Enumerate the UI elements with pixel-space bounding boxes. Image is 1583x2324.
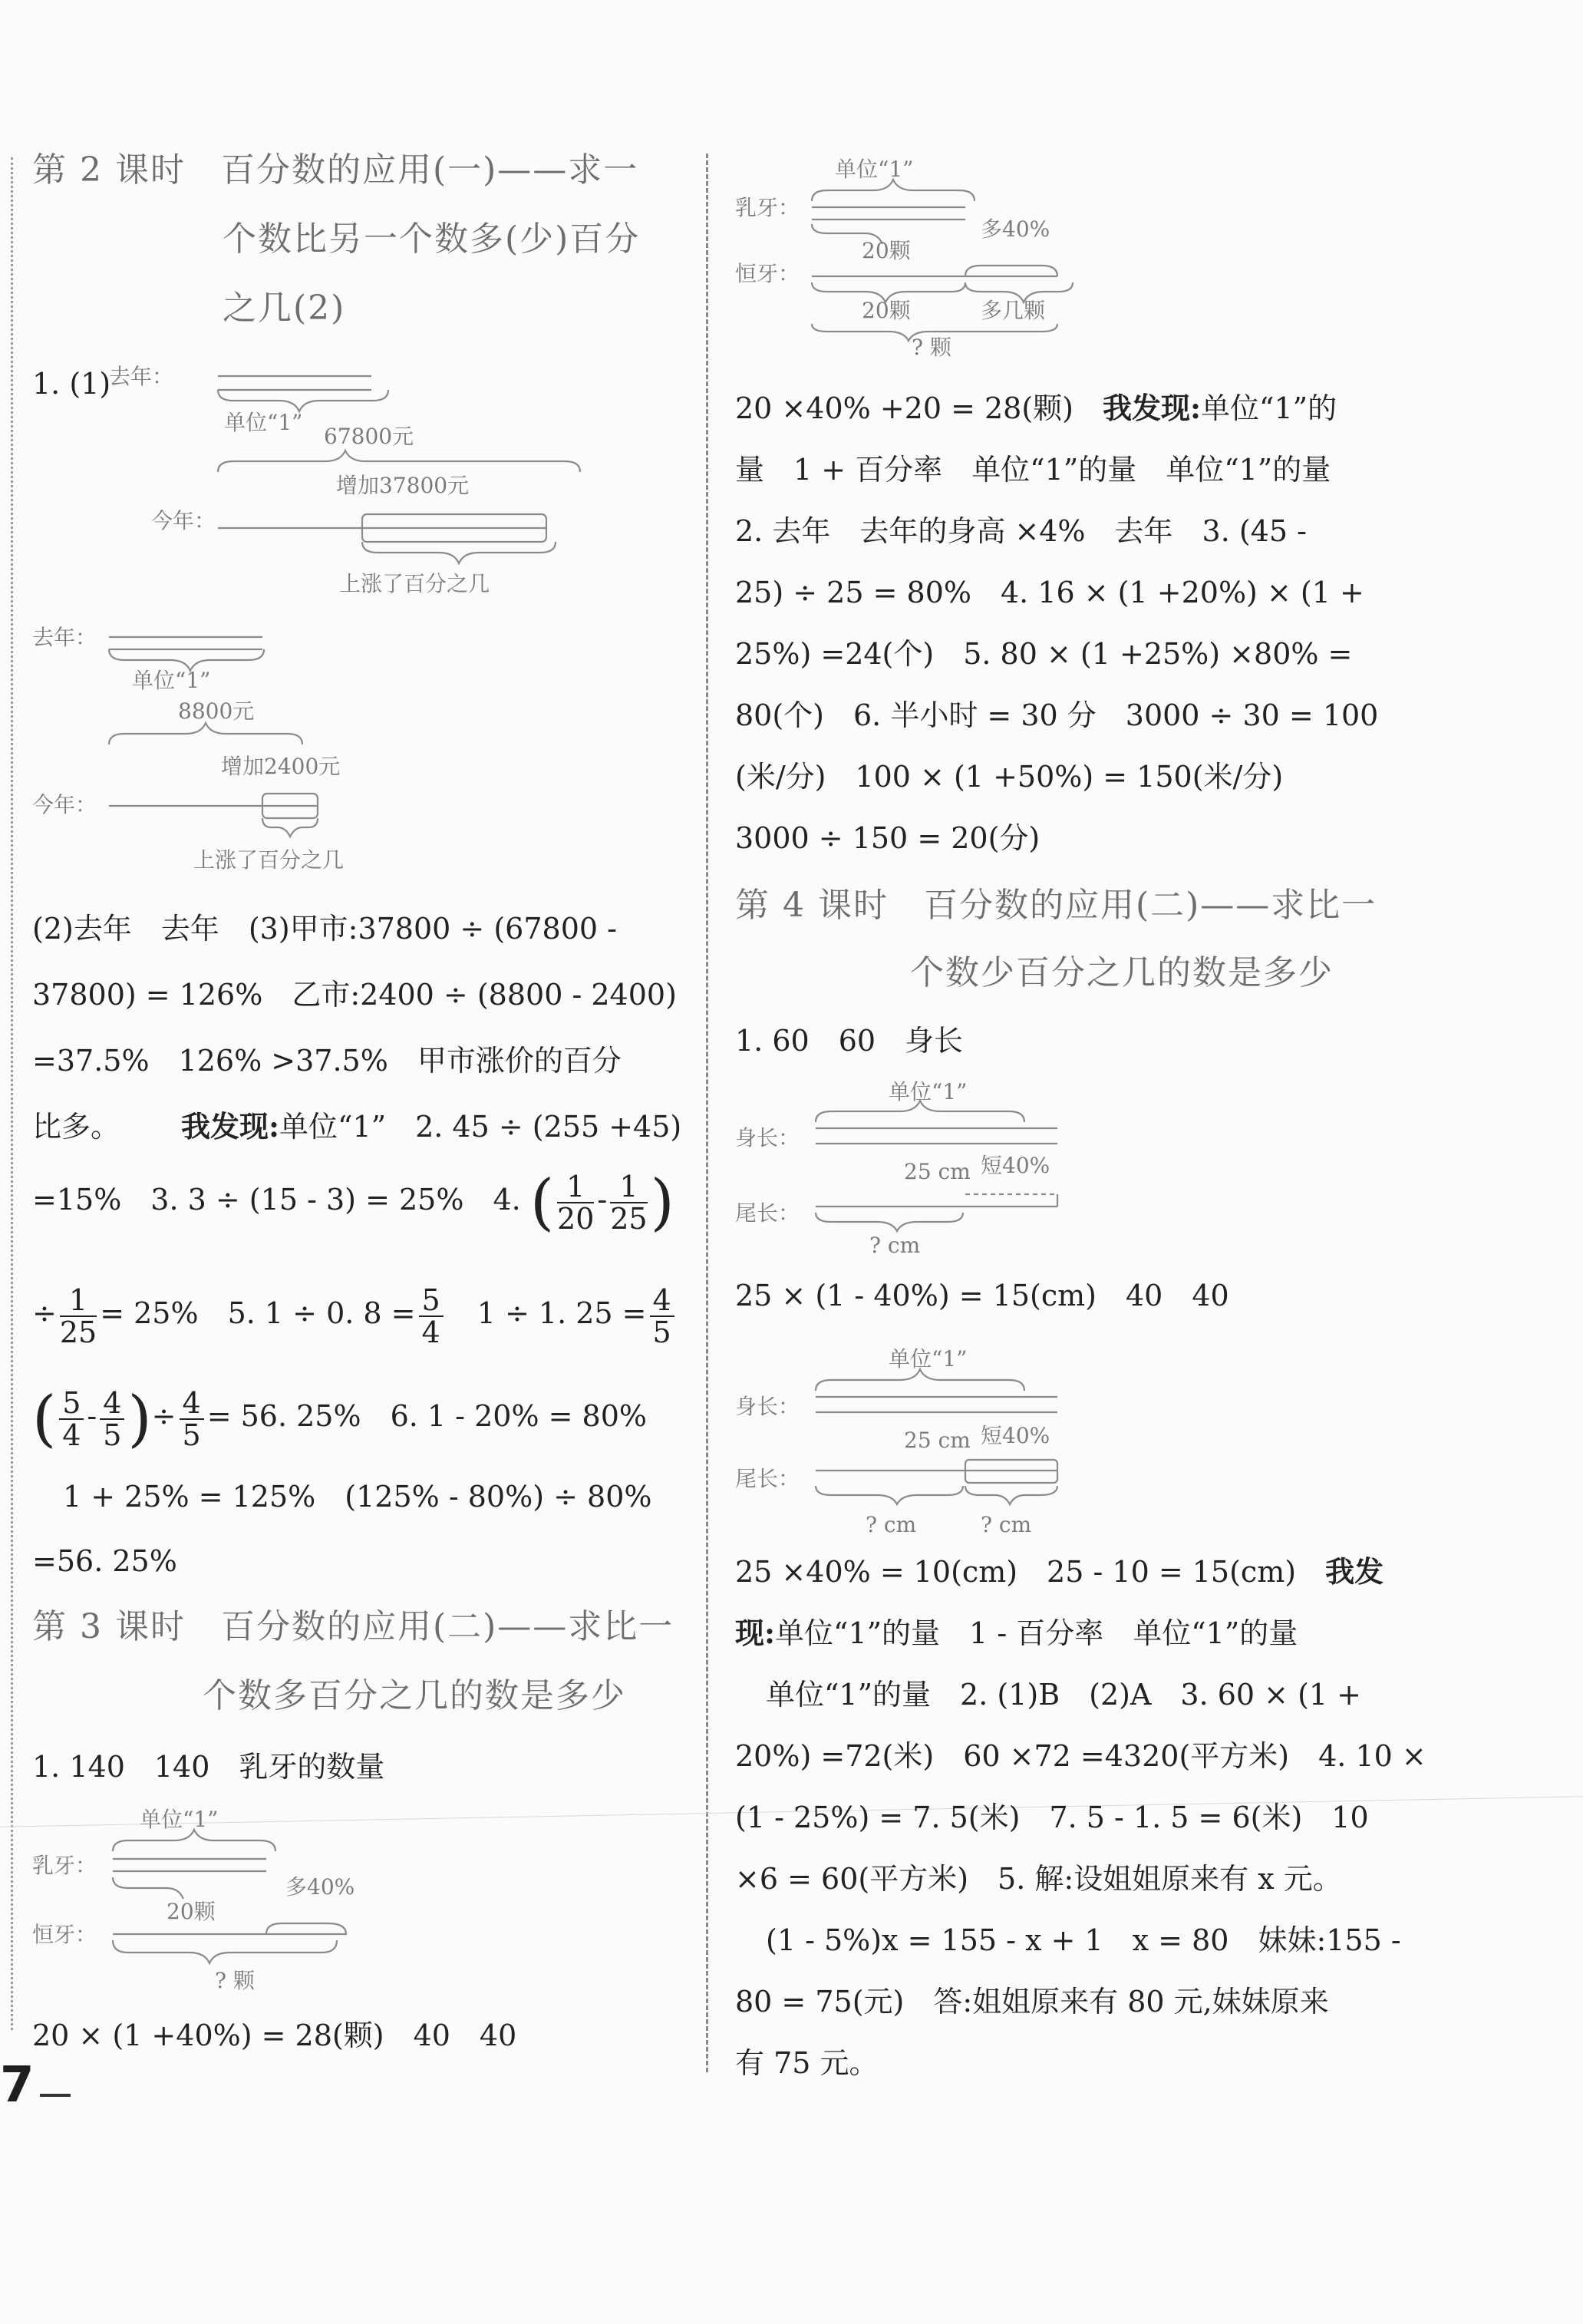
d3-row1-label: 乳牙： [32, 1853, 97, 1878]
d1-rise: 上涨了百分之几 [339, 571, 490, 596]
right-line-3: 25) ÷ 25 = 80% 4. 16 × (1 +20%) × (1 + [735, 576, 1364, 609]
d6-question-2: ? cm [981, 1512, 1032, 1537]
diagram-5 [735, 1075, 1134, 1262]
diagram-3 [32, 1804, 431, 2006]
left-line-1: (2)去年 去年 (3)甲市:37800 ÷ (67800 - [32, 912, 617, 946]
d5-row1-label: 身长： [735, 1125, 800, 1150]
lesson4-line-7: (1 - 5%)x = 155 - x + 1 x = 80 妹妹:155 - [766, 1923, 1401, 1957]
lesson2-title: 第 2 课时 百分数的应用(一)——求一 [32, 150, 639, 190]
d2-rise: 上涨了百分之几 [193, 847, 345, 873]
d1-row2-label: 今年： [151, 508, 216, 533]
lesson4-line-2: 现:单位“1”的量 1 - 百分率 单位“1”的量 [735, 1616, 1298, 1650]
diagram-4 [735, 154, 1134, 371]
d6-row1-label: 身长： [735, 1394, 800, 1419]
discovery-label: 我发现: [181, 1109, 280, 1144]
fraction-4-5c: $\frac{4}{5}$ [180, 1388, 204, 1451]
d4-count2: 20颗 [862, 298, 911, 323]
diagram-1 [109, 353, 600, 609]
d2-increase: 增加2400元 [221, 754, 341, 779]
lesson3-title: 第 3 课时 百分数的应用(二)——求比一 [32, 1607, 674, 1646]
discovery-label-3a: 我发 [1325, 1554, 1384, 1589]
lesson2-title-line2: 个数比另一个数多(少)百分 [223, 220, 641, 259]
d3-question: ? 颗 [215, 1968, 255, 1993]
d4-question: ? 颗 [912, 335, 951, 360]
fraction-4-5b: $\frac{4}{5}$ [100, 1388, 124, 1451]
lesson4-answer-1: 25 × (1 - 40%) = 15(cm) 40 40 [735, 1279, 1229, 1312]
left-line-7: ( $\frac{5}{4}$ - $\frac{4}{5}$ )÷ $\frac{4}{5}$ = 56. 25% 6. 1 - 20% = 80% [32, 1382, 648, 1454]
right-line-5: 80(个) 6. 半小时 = 30 分 3000 ÷ 30 = 100 [735, 698, 1379, 732]
left-margin-line [11, 157, 13, 2030]
lesson4-line-6: ×6 = 60(平方米) 5. 解:设姐姐原来有 x 元。 [735, 1862, 1342, 1896]
lesson4-line-4: 20%) =72(米) 60 ×72 =4320(平方米) 4. 10 × [735, 1739, 1426, 1773]
d6-length: 25 cm [904, 1428, 971, 1453]
d1-row1-label: 去年： [109, 364, 174, 389]
d6-question-1: ? cm [866, 1512, 917, 1537]
left-line-4-a: 比多。 [32, 1110, 120, 1144]
question1-label: 1. (1) [32, 367, 111, 401]
lesson4-q1: 1. 60 60 身长 [735, 1024, 964, 1058]
discovery-label-3b: 现: [735, 1616, 776, 1650]
d5-length: 25 cm [904, 1159, 971, 1184]
page-number-rule [40, 2094, 71, 2097]
lesson4-line-1: 25 ×40% = 10(cm) 25 - 10 = 15(cm) 我发 [735, 1554, 1384, 1589]
diagram-2 [32, 614, 462, 909]
right-line-6: (米/分) 100 × (1 +50%) = 150(米/分) [735, 760, 1284, 794]
column-divider [706, 154, 708, 2072]
d2-row1-label: 去年： [32, 625, 97, 650]
d4-more: 多40% [981, 216, 1050, 242]
lesson4-line-9: 有 75 元。 [735, 2046, 879, 2080]
fraction-1-25b: $\frac{1}{25}$ [59, 1282, 97, 1349]
left-line-4-c: 2. 45 ÷ (255 +45) [415, 1110, 682, 1144]
d1-unit: 单位“1” [224, 410, 303, 435]
left-line-5-a: =15% 3. 3 ÷ (15 - 3) = 25% 4. [32, 1183, 521, 1216]
discovery-label-2: 我发现: [1103, 391, 1202, 425]
d5-row2-label: 尾长： [735, 1200, 800, 1226]
right-line-2: 2. 去年 去年的身高 ×4% 去年 3. (45 - [735, 514, 1307, 548]
diagram-6 [735, 1335, 1134, 1538]
fraction-1-20: $\frac{1}{20}$ [557, 1169, 595, 1236]
page-number: 7 [0, 2057, 35, 2114]
left-line-6: ÷ $\frac{1}{25}$ = 25% 5. 1 ÷ 0. 8 = $\frac{5}{4}$ 1 ÷ 1. 25 = $\frac{4}{5}$ [32, 1279, 678, 1348]
lesson4-line-3: 单位“1”的量 2. (1)B (2)A 3. 60 × (1 + [766, 1678, 1361, 1712]
fraction-5-4b: $\frac{5}{4}$ [59, 1388, 84, 1451]
d1-increase: 增加37800元 [336, 473, 470, 498]
d3-row2-label: 恒牙： [32, 1922, 97, 1947]
d2-unit: 单位“1” [132, 668, 211, 693]
d4-more-count: 多几颗 [981, 298, 1046, 323]
d2-row2-label: 今年： [32, 792, 97, 817]
d4-count1: 20颗 [862, 238, 911, 263]
d3-count: 20颗 [167, 1899, 216, 1924]
lesson3-q1: 1. 140 140 乳牙的数量 [32, 1750, 385, 1784]
fraction-4-5: $\frac{4}{5}$ [650, 1285, 674, 1348]
d4-unit: 单位“1” [835, 157, 914, 182]
d5-question: ? cm [869, 1233, 921, 1258]
right-line-7: 3000 ÷ 150 = 20(分) [735, 821, 1040, 855]
lesson2-title-line3: 之几(2) [223, 289, 346, 328]
d6-less: 短40% [981, 1423, 1050, 1448]
fraction-5-4: $\frac{5}{4}$ [419, 1285, 444, 1348]
left-line-5: =15% 3. 3 ÷ (15 - 3) = 25% 4. ( $\frac{1}{20}$ - $\frac{1}{25}$ ) [32, 1166, 674, 1238]
fraction-1-25: $\frac{1}{25}$ [610, 1169, 648, 1236]
lesson4-line-8: 80 = 75(元) 答:姐姐原来有 80 元,妹妹原来 [735, 1985, 1329, 2019]
d2-amount: 8800元 [178, 698, 255, 724]
d6-unit: 单位“1” [889, 1346, 968, 1372]
lesson4-title-line2: 个数少百分之几的数是多少 [910, 953, 1334, 992]
lesson4-line-5: (1 - 25%) = 7. 5(米) 7. 5 - 1. 5 = 6(米) 10 [735, 1801, 1369, 1834]
d4-row2-label: 恒牙： [735, 261, 800, 286]
right-line-1: 量 1 + 百分率 单位“1”的量 单位“1”的量 [735, 453, 1331, 487]
left-line-8: 1 + 25% = 125% (125% - 80%) ÷ 80% [63, 1480, 652, 1514]
right-line-0: 20 ×40% +20 = 28(颗) 我发现:单位“1”的 [735, 391, 1337, 425]
left-line-4-b: 单位“1” [279, 1110, 416, 1144]
left-line-9: =56. 25% [32, 1544, 177, 1578]
d4-row1-label: 乳牙： [735, 195, 800, 220]
left-line-4 [32, 1110, 681, 1144]
lesson3-answer: 20 × (1 +40%) = 28(颗) 40 40 [32, 2019, 517, 2052]
d1-amount: 67800元 [324, 424, 414, 449]
lesson3-title-line2: 个数多百分之几的数是多少 [203, 1676, 626, 1715]
d6-row2-label: 尾长： [735, 1466, 800, 1491]
d5-unit: 单位“1” [889, 1079, 968, 1104]
d3-more: 多40% [285, 1874, 355, 1900]
right-line-4: 25%) =24(个) 5. 80 × (1 +25%) ×80% = [735, 637, 1353, 671]
left-line-2: 37800) = 126% 乙市:2400 ÷ (8800 - 2400) [32, 978, 677, 1012]
left-line-3: =37.5% 126% >37.5% 甲市涨价的百分 [32, 1044, 622, 1078]
d5-less: 短40% [981, 1153, 1050, 1178]
lesson4-title: 第 4 课时 百分数的应用(二)——求比一 [735, 886, 1377, 925]
d3-unit: 单位“1” [140, 1807, 219, 1832]
